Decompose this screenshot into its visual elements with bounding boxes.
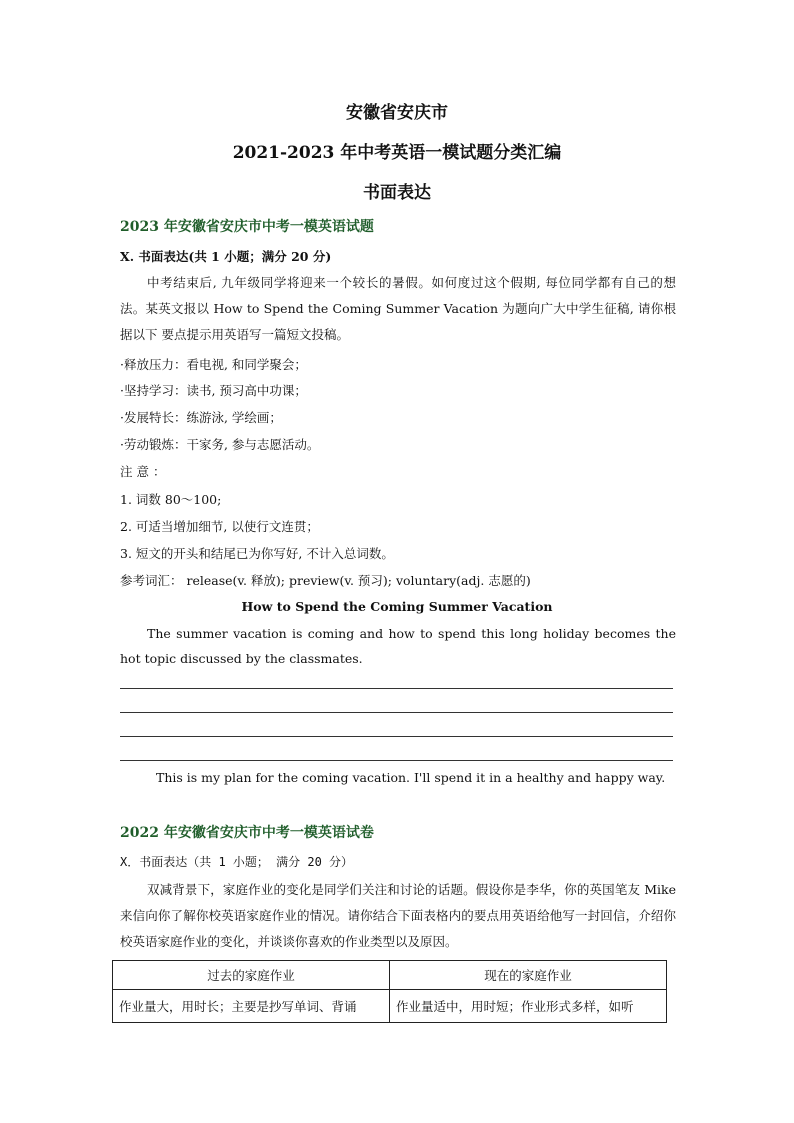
table-cell: 作业量适中，用时短；作业形式多样，如听: [390, 990, 667, 1023]
question-header-2023: X. 书面表达(共 1 小题；满分 20 分): [120, 249, 332, 264]
page-subtitle: 2021-2023 年中考英语一模试题分类汇编: [232, 143, 562, 163]
question-intro-2022: 双减背景下，家庭作业的变化是同学们关注和讨论的话题。假设你是李华，你的英国笔友 Mike 来信向你了解你校英语家庭作业的情况。请你结合下面表格内的要点用英语给他写一封回信，介绍你校英语家庭作业的变化，并谈谈你喜欢的作业类型以及原因。: [120, 882, 676, 949]
point-item: ·发展特长：练游泳, 学绘画；: [120, 410, 282, 425]
section-2022-heading: 2022 年安徽省安庆市中考一模英语试卷: [120, 825, 374, 841]
point-item: ·坚持学习：读书, 预习高中功课；: [120, 383, 307, 398]
note-item: 2. 可适当增加细节, 以使行文连贯；: [120, 519, 319, 534]
page-title: 安徽省安庆市: [346, 103, 448, 123]
section-2023-heading: 2023 年安徽省安庆市中考一模英语试题: [120, 219, 374, 235]
question-header-2022: X．书面表达（共 1 小题； 满分 20 分）: [120, 855, 354, 869]
essay-closing: This is my plan for the coming vacation. I'll spend it in a healthy and happy way.: [156, 770, 666, 785]
question-intro-2023: 中考结束后, 九年级同学将迎来一个较长的暑假。如何度过这个假期, 每位同学都有自己的想 法。某英文报以 How to Spend the Coming Summer Vacation 为题向广大中学生征稿, 请你根据以下 要点提示用英语写一篇短文投稿。: [120, 275, 676, 342]
answer-line: [120, 688, 673, 689]
point-item: ·劳动锻炼：干家务, 参与志愿活动。: [120, 437, 320, 452]
table-row: [113, 990, 667, 1023]
note-item: 3. 短文的开头和结尾已为你写好, 不计入总词数。: [120, 546, 394, 561]
table-header-present: 现在的家庭作业: [390, 961, 667, 990]
essay-title: How to Spend the Coming Summer Vacation: [241, 599, 553, 614]
topic-title: 书面表达: [363, 183, 431, 203]
answer-line: [120, 760, 673, 761]
notes-heading: 注 意 ：: [120, 464, 166, 479]
table-cell: 作业量大，用时长；主要是抄写单词、背诵: [113, 990, 390, 1023]
table-header-past: 过去的家庭作业: [113, 961, 390, 990]
vocabulary-hint: 参考词汇： release(v. 释放); preview(v. 预习); voluntary(adj. 志愿的): [120, 573, 531, 588]
point-item: ·释放压力：看电视, 和同学聚会；: [120, 357, 307, 372]
answer-line: [120, 712, 673, 713]
table-header-row: [113, 961, 667, 990]
essay-opening: The summer vacation is coming and how to spend this long holiday becomes the hot topic discussed by the classmates.: [120, 626, 676, 666]
homework-comparison-table: [112, 960, 667, 1023]
answer-line: [120, 736, 673, 737]
note-item: 1. 词数 80～100;: [120, 492, 222, 507]
